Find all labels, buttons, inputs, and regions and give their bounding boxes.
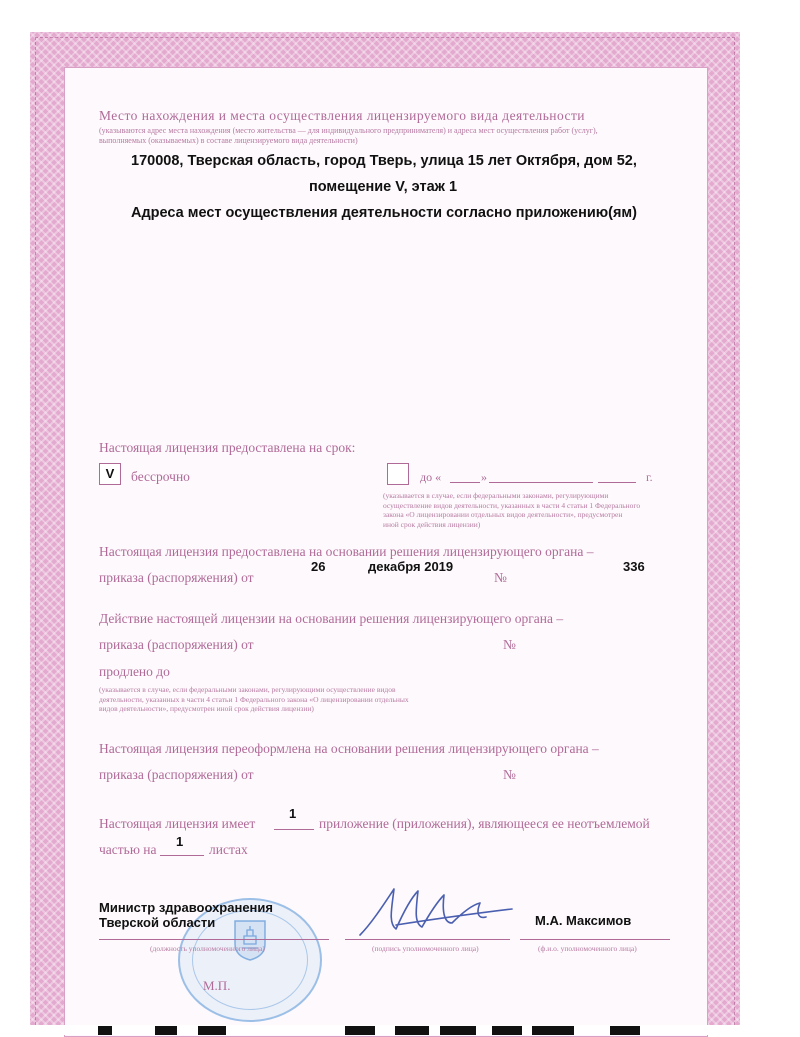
reissue-order-label: приказа (распоряжения) от [99,767,254,782]
signer-name: М.А. Максимов [535,913,632,928]
until-mid: » [481,470,487,484]
basis-day: 26 [311,559,326,574]
cropped-mark [98,1026,112,1035]
signature-hint: (подпись уполномоченного лица) [372,944,479,953]
signer-position-2: Тверской области [99,915,216,930]
until-day-line [450,482,480,483]
address-line-3: Адреса мест осуществления деятельности согласно приложению(ям) [131,205,637,221]
until-suffix: г. [646,470,653,484]
until-prefix: до « [420,470,442,484]
cropped-mark [198,1026,226,1035]
address-line-2: помещение V, этаж 1 [309,179,458,195]
until-hint [383,491,640,529]
perpetual-label: бессрочно [131,469,190,484]
basis-line-1: Настоящая лицензия предоставлена на основании решения лицензирующего органа – [99,544,594,559]
handwritten-signature [352,883,522,943]
perpetual-checkbox[interactable]: V [99,463,121,485]
appendix-text-4: листах [209,842,248,857]
extension-hint [99,685,409,714]
header-title: Место нахождения и места осуществления лицензируемого вида деятельности [99,108,585,123]
until-hint-1: (указывается в случае, если федеральными законами, регулирующими [383,491,609,500]
extension-number-label: № [503,637,516,652]
signer-position-1: Министр здравоохранения [99,900,273,915]
extension-hint-2: деятельности, указанных в части 4 статьи 1 Федерального закона «О лицензировании отдельных [99,694,409,704]
cropped-mark [155,1026,177,1035]
basis-month-year: декабря 2019 [368,559,454,574]
reissue-number-label: № [503,767,516,782]
until-hint-4: иной срок действия лицензии) [383,519,481,529]
cropped-mark [440,1026,476,1035]
appendix-sheets: 1 [176,834,184,849]
extension-hint-3: видов деятельности», предусмотрен иной срок действия лицензии) [99,704,314,713]
cropped-mark [395,1026,429,1035]
extension-line-1: Действие настоящей лицензии на основании решения лицензирующего органа – [99,611,564,626]
reissue-line-1: Настоящая лицензия переоформлена на основании решения лицензирующего органа – [99,741,599,756]
appendix-text-2: приложение (приложения), являющееся ее неотъемлемой [319,816,650,831]
until-hint-2: осуществление видов деятельности, указанных в части 4 статьи 1 Федерального [383,500,641,510]
extension-order-label: приказа (распоряжения) от [99,637,254,652]
until-month-line [489,482,593,483]
cropped-mark [492,1026,522,1035]
signature-line [345,939,510,940]
cropped-mark [532,1026,574,1035]
appendix-text-1: Настоящая лицензия имеет [99,816,256,831]
appendix-count-line [274,829,314,830]
position-hint: (должность уполномоченного лица) [150,944,265,953]
header-hint-2: выполняемых (оказываемых) в составе лицензируемого вида деятельности) [99,136,358,145]
appendix-sheets-line [160,855,204,856]
appendix-count: 1 [289,806,297,821]
extended-until-label: продлено до [99,664,170,679]
header-hint-1: (указываются адрес места нахождения (место жительства — для индивидуального предпринимателя) и адреса мест осуществления работ (услуг), [99,126,598,135]
cropped-mark [345,1026,375,1035]
until-year-line [598,482,636,483]
appendix-text-3: частью на [99,842,157,857]
stamp-place-label: М.П. [203,978,231,993]
position-line [99,939,329,940]
until-hint-3: закона «О лицензировании отдельных видов деятельности», предусмотрен [383,510,623,519]
until-date-checkbox[interactable] [387,463,409,485]
term-label: Настоящая лицензия предоставлена на срок: [99,440,356,455]
basis-number: 336 [623,559,645,574]
address-line-1: 170008, Тверская область, город Тверь, улица 15 лет Октября, дом 52, [131,153,637,169]
basis-number-label: № [494,570,507,585]
coat-of-arms-icon [232,918,268,962]
name-line [520,939,670,940]
cropped-mark [610,1026,640,1035]
extension-hint-1: (указывается в случае, если федеральными законами, регулирующими осуществление видов [99,685,396,694]
name-hint: (ф.и.о. уполномоченного лица) [538,944,637,953]
basis-order-label: приказа (распоряжения) от [99,570,254,585]
